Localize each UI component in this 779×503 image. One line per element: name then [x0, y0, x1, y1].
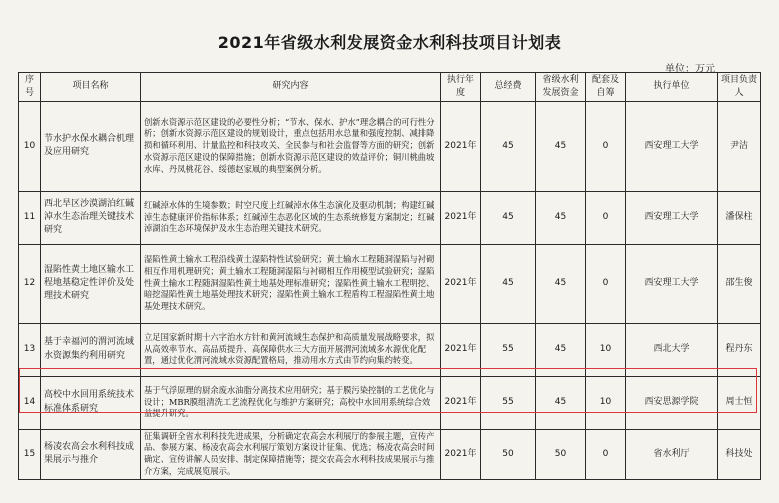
table-row: [19, 429, 761, 479]
cell-provincial: 45: [536, 191, 586, 244]
cell-year: 2021年: [441, 323, 481, 376]
cell-seq: 11: [19, 191, 41, 244]
header-total: 总经费: [481, 73, 536, 102]
cell-provincial: 50: [536, 429, 586, 479]
unit-label: 单位：万元: [665, 64, 715, 75]
cell-year: 2021年: [441, 429, 481, 479]
cell-content: 创新水资源示范区建设的必要性分析；“节水、保水、护水”理念耦合的可行性分析；创新水资源示范区建设的规划设计，重点包括用水总量和强度控制、减排降损和循环利用、计量监控和科技攻关、全民参与和社会监督等方面的研究；创新水资源示范区建设的保障措施；创新水资源示范区建设的效益评价；铜川桃曲坡水库、丹凤桃花谷、绥德赵家凧的典型案例分析。: [141, 101, 441, 191]
cell-provincial: 45: [536, 244, 586, 323]
cell-seq: 14: [19, 376, 41, 429]
cell-unit: 西安理工大学: [626, 244, 718, 323]
table-row-highlighted: [19, 376, 761, 429]
cell-seq: 15: [19, 429, 41, 479]
header-leader: 项目负责人: [718, 73, 761, 102]
header-provincial: 省级水利发展资金: [536, 73, 586, 102]
cell-leader: 科技处: [718, 429, 761, 479]
cell-seq: 12: [19, 244, 41, 323]
header-unit: 执行单位: [626, 73, 718, 102]
cell-leader: 潘保柱: [718, 191, 761, 244]
cell-year: 2021年: [441, 376, 481, 429]
table-row: [19, 101, 761, 191]
project-plan-table: [18, 72, 761, 480]
cell-name: 高校中水回用系统技术标准体系研究: [41, 376, 141, 429]
cell-matching: 0: [586, 101, 626, 191]
header-content: 研究内容: [141, 73, 441, 102]
cell-leader: 尹洁: [718, 101, 761, 191]
cell-content: 立足国家新时期十六字治水方针和黄河流域生态保护和高质量发展战略要求，拟从高效率节水、高品质提升、高保障供水三大方面开展渭河流域多水源优化配置，通过优化渭河流域水资源配置格局，推动用水方式由节约向集约转变。: [141, 323, 441, 376]
table-row: [19, 191, 761, 244]
cell-year: 2021年: [441, 244, 481, 323]
header-year: 执行年度: [441, 73, 481, 102]
cell-total: 55: [481, 323, 536, 376]
document-title: 2021年省级水利发展资金水利科技项目计划表: [217, 33, 562, 52]
header-matching: 配套及自筹: [586, 73, 626, 102]
cell-name: 基于幸福河的渭河流域水资源集约利用研究: [41, 323, 141, 376]
cell-name: 西北旱区沙漠湖泊红碱淖水生态治理关键技术研究: [41, 191, 141, 244]
cell-provincial: 45: [536, 323, 586, 376]
cell-content: 基于气浮原理的厨余废水油脂分离技术应用研究；基于膜污染控制的工艺优化与设计；MBR膜组清洗工艺流程优化与维护方案研究；高校中水回用系统综合效益提升研究。: [141, 376, 441, 429]
cell-leader: 程丹东: [718, 323, 761, 376]
header-seq: 序号: [19, 73, 41, 102]
cell-matching: 0: [586, 191, 626, 244]
cell-seq: 10: [19, 101, 41, 191]
cell-year: 2021年: [441, 101, 481, 191]
cell-leader: 邵生俊: [718, 244, 761, 323]
cell-content: 征集调研全省水利科技先进成果，分析确定农高会水利展厅的参展主题，宣传产品、参展方案、杨凌农高会水利展厅策划方案设计征集、优选；杨凌农高会时间确定、宣传讲解人员安排、制定保障措施等；提交农高会水利科技成果展示与推介方案，完成展览展示。: [141, 429, 441, 479]
table-row: [19, 244, 761, 323]
cell-name: 湿陷性黄土地区输水工程地基稳定性评价及处理技术研究: [41, 244, 141, 323]
cell-unit: 西安思源学院: [626, 376, 718, 429]
cell-unit: 省水利厅: [626, 429, 718, 479]
cell-total: 45: [481, 244, 536, 323]
cell-unit: 西安理工大学: [626, 101, 718, 191]
table-header-row: [19, 73, 761, 102]
cell-matching: 10: [586, 323, 626, 376]
cell-matching: 0: [586, 429, 626, 479]
cell-year: 2021年: [441, 191, 481, 244]
cell-provincial: 45: [536, 101, 586, 191]
cell-name: 杨凌农高会水利科技成果展示与推介: [41, 429, 141, 479]
cell-total: 50: [481, 429, 536, 479]
cell-content: 红碱淖水体的生境参数；时空尺度上红碱淖水体生态演化及驱动机制；构建红碱淖生态健康评价指标体系；红碱淖生态恶化区域的生态系统修复方案制定；红碱淖湖泊生态环境保护及水生态治理关键技术研究。: [141, 191, 441, 244]
cell-matching: 0: [586, 244, 626, 323]
cell-name: 节水护水保水耦合机理及应用研究: [41, 101, 141, 191]
header-name: 项目名称: [41, 73, 141, 102]
cell-provincial: 45: [536, 376, 586, 429]
cell-unit: 西北大学: [626, 323, 718, 376]
table-row: [19, 323, 761, 376]
cell-total: 55: [481, 376, 536, 429]
cell-matching: 10: [586, 376, 626, 429]
cell-total: 45: [481, 101, 536, 191]
cell-seq: 13: [19, 323, 41, 376]
cell-total: 45: [481, 191, 536, 244]
cell-unit: 西安理工大学: [626, 191, 718, 244]
cell-leader: 周士恒: [718, 376, 761, 429]
cell-content: 湿陷性黄土输水工程沿线黄土湿陷特性试验研究；黄土输水工程随洞湿陷与衬砌相互作用机理研究；黄土输水工程随洞湿陷与衬砌相互作用模型试验研究；湿陷性黄土输水工程随洞湿陷性黄土地基处理标准研究；湿陷性黄土输水工程明挖、暗挖湿陷性黄土地基处理技术研究；湿陷性黄土输水工程盾构工程湿陷性黄土地基处理技术研究。: [141, 244, 441, 323]
